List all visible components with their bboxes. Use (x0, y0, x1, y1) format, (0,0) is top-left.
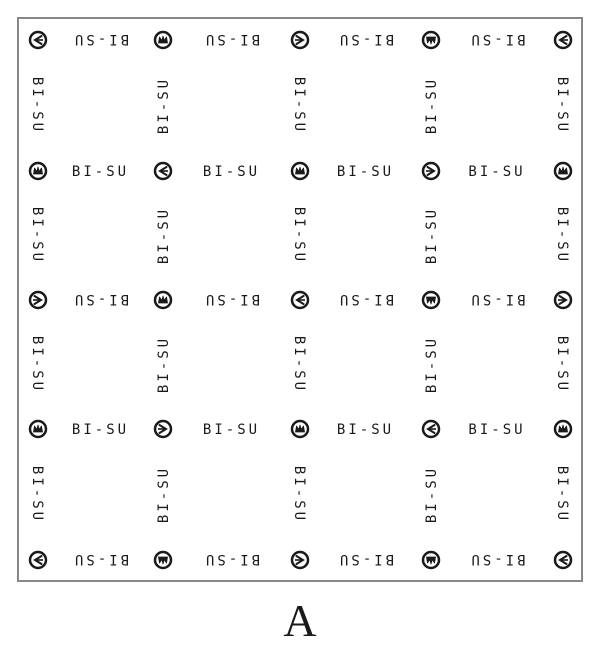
swirl-left-node-icon (423, 421, 439, 437)
link-label-vertical: BI-SU (554, 335, 570, 394)
swirl-left-node-icon (155, 163, 171, 179)
swirl-right-node-icon (292, 552, 308, 568)
link-label-vertical: BI-SU (29, 465, 45, 524)
link-label-horizontal: BI-SU (336, 551, 395, 567)
link-label-vertical: BI-SU (29, 76, 45, 135)
crown-up-node-icon (155, 292, 171, 308)
link-label-vertical: BI-SU (424, 76, 440, 135)
crown-up-node-icon (555, 421, 571, 437)
link-label-horizontal: BI-SU (202, 422, 261, 438)
link-label-vertical: BI-SU (156, 206, 172, 265)
link-label-vertical: BI-SU (156, 76, 172, 135)
link-label-vertical: BI-SU (291, 76, 307, 135)
swirl-right-node-icon (30, 292, 46, 308)
crown-down-node-icon (423, 552, 439, 568)
link-label-horizontal: BI-SU (336, 164, 395, 180)
crown-up-node-icon (292, 163, 308, 179)
link-label-horizontal: BI-SU (468, 551, 526, 567)
crown-up-node-icon (30, 421, 46, 437)
link-label-horizontal: BI-SU (468, 31, 526, 47)
link-label-vertical: BI-SU (291, 465, 307, 524)
swirl-left-node-icon (30, 552, 46, 568)
swirl-right-node-icon (555, 292, 571, 308)
link-label-vertical: BI-SU (424, 335, 440, 394)
link-label-vertical: BI-SU (554, 465, 570, 524)
link-label-vertical: BI-SU (424, 206, 440, 265)
crown-down-node-icon (423, 32, 439, 48)
link-label-horizontal: BI-SU (336, 422, 395, 438)
link-label-horizontal: BI-SU (71, 164, 130, 180)
link-label-horizontal: BI-SU (71, 551, 130, 567)
link-label-vertical: BI-SU (29, 335, 45, 394)
link-label-horizontal: BI-SU (468, 422, 526, 438)
crown-down-node-icon (155, 552, 171, 568)
link-label-horizontal: BI-SU (336, 291, 395, 307)
link-label-horizontal: BI-SU (202, 291, 261, 307)
link-label-vertical: BI-SU (554, 76, 570, 135)
link-label-vertical: BI-SU (554, 206, 570, 265)
link-label-horizontal: BI-SU (202, 164, 261, 180)
link-label-vertical: BI-SU (29, 206, 45, 265)
swirl-right-node-icon (423, 163, 439, 179)
swirl-left-node-icon (555, 32, 571, 48)
figure-caption: A (283, 595, 317, 646)
swirl-left-node-icon (292, 292, 308, 308)
link-label-vertical: BI-SU (156, 335, 172, 394)
swirl-right-node-icon (155, 421, 171, 437)
link-label-horizontal: BI-SU (468, 291, 526, 307)
link-label-vertical: BI-SU (424, 465, 440, 524)
link-label-horizontal: BI-SU (202, 31, 261, 47)
link-label-vertical: BI-SU (291, 206, 307, 265)
swirl-left-node-icon (555, 552, 571, 568)
link-label-horizontal: BI-SU (71, 31, 130, 47)
crown-up-node-icon (292, 421, 308, 437)
swirl-right-node-icon (292, 32, 308, 48)
link-label-vertical: BI-SU (156, 465, 172, 524)
crown-up-node-icon (155, 32, 171, 48)
crown-up-node-icon (30, 163, 46, 179)
link-label-horizontal: BI-SU (202, 551, 261, 567)
crown-up-node-icon (555, 163, 571, 179)
crown-down-node-icon (423, 292, 439, 308)
link-label-horizontal: BI-SU (71, 422, 130, 438)
link-label-horizontal: BI-SU (71, 291, 130, 307)
link-label-horizontal: BI-SU (336, 31, 395, 47)
swirl-left-node-icon (30, 32, 46, 48)
link-label-vertical: BI-SU (291, 335, 307, 394)
link-label-horizontal: BI-SU (468, 164, 526, 180)
